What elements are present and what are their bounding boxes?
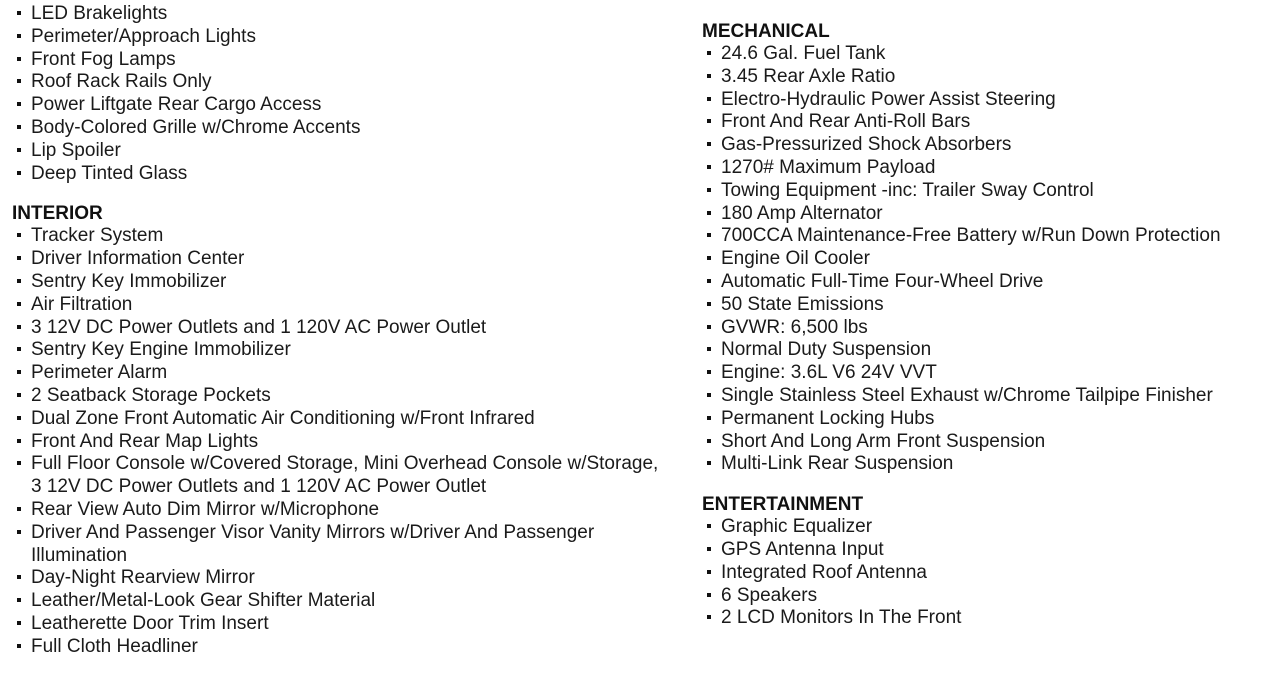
list-item-text: Front And Rear Anti-Roll Bars: [721, 111, 971, 133]
list-item-text: Dual Zone Front Automatic Air Conditioning w/Front Infrared: [31, 407, 535, 429]
list-item: [12, 362, 672, 385]
list-item: [702, 516, 1282, 539]
list-item: [702, 339, 1282, 362]
entertainment-section-title: ENTERTAINMENT: [702, 494, 864, 516]
list-item-text: 3.45 Rear Axle Ratio: [721, 65, 896, 87]
list-item-text: Front And Rear Map Lights: [31, 430, 259, 452]
list-item: [12, 140, 672, 163]
list-item-text: Single Stainless Steel Exhaust w/Chrome Tailpipe Finisher: [721, 384, 1213, 406]
list-item-text: Normal Duty Suspension: [721, 339, 932, 361]
bullet-icon: [707, 165, 711, 169]
list-item: [702, 453, 1282, 476]
list-item-text: Permanent Locking Hubs: [721, 407, 935, 429]
list-item: [702, 539, 1282, 562]
interior-section-title: INTERIOR: [12, 203, 103, 225]
list-item: [12, 385, 672, 408]
list-item: [12, 294, 672, 317]
list-item-text: Electro-Hydraulic Power Assist Steering: [721, 88, 1056, 110]
bullet-icon: [17, 393, 21, 397]
bullet-icon: [707, 302, 711, 306]
bullet-icon: [707, 256, 711, 260]
bullet-icon: [707, 524, 711, 528]
bullet-icon: [17, 125, 21, 129]
list-item-text: Day-Night Rearview Mirror: [31, 567, 255, 589]
left-column: [12, 3, 672, 659]
bullet-icon: [707, 97, 711, 101]
list-item: [12, 49, 672, 72]
list-item-text: 180 Amp Alternator: [721, 202, 883, 224]
list-item-text: LED Brakelights: [31, 3, 168, 24]
list-item-text: Front Fog Lamps: [31, 48, 176, 70]
bullet-icon: [17, 11, 21, 15]
bullet-icon: [707, 279, 711, 283]
list-item: [702, 271, 1282, 294]
bullet-icon: [17, 598, 21, 602]
list-item-text: Perimeter/Approach Lights: [31, 25, 256, 47]
list-item: [702, 408, 1282, 431]
section-spacer: [702, 476, 1282, 494]
bullet-icon: [707, 142, 711, 146]
bullet-icon: [707, 51, 711, 55]
list-item: [702, 385, 1282, 408]
bullet-icon: [17, 575, 21, 579]
list-item: [12, 26, 672, 49]
list-item: [702, 66, 1282, 89]
bullet-icon: [17, 325, 21, 329]
list-item-text: Towing Equipment -inc: Trailer Sway Control: [721, 179, 1094, 201]
list-item-text: Engine: 3.6L V6 24V VVT: [721, 362, 937, 384]
section-spacer: [12, 185, 672, 203]
list-item-text: Tracker System: [31, 225, 164, 247]
bullet-icon: [17, 621, 21, 625]
bullet-icon: [707, 119, 711, 123]
bullet-icon: [707, 570, 711, 574]
bullet-icon: [707, 325, 711, 329]
list-item-text: 24.6 Gal. Fuel Tank: [721, 43, 886, 64]
list-item-text: Multi-Link Rear Suspension: [721, 453, 954, 475]
bullet-icon: [17, 102, 21, 106]
list-item: [12, 317, 672, 340]
list-item-text: Body-Colored Grille w/Chrome Accents: [31, 116, 361, 138]
list-item: [12, 117, 672, 140]
list-item-text: Lip Spoiler: [31, 139, 121, 161]
list-item: [12, 248, 672, 271]
bullet-icon: [17, 34, 21, 38]
list-item: [12, 613, 672, 636]
interior-list: [12, 225, 672, 658]
bullet-icon: [17, 279, 21, 283]
list-item: [702, 431, 1282, 454]
list-item-text: 6 Speakers: [721, 584, 818, 606]
bullet-icon: [707, 347, 711, 351]
bullet-icon: [17, 148, 21, 152]
list-item: [12, 567, 672, 590]
list-item: [702, 43, 1282, 66]
list-item-text: Leather/Metal-Look Gear Shifter Material: [31, 590, 376, 612]
bullet-icon: [707, 211, 711, 215]
bullet-icon: [707, 370, 711, 374]
list-item: [12, 163, 672, 186]
list-item: [702, 89, 1282, 112]
list-item-text: Rear View Auto Dim Mirror w/Microphone: [31, 498, 380, 520]
list-item: [702, 180, 1282, 203]
list-item: [12, 71, 672, 94]
bullet-icon: [17, 302, 21, 306]
bullet-icon: [17, 507, 21, 511]
list-item: [12, 590, 672, 613]
bullet-icon: [17, 171, 21, 175]
bullet-icon: [707, 461, 711, 465]
bullet-icon: [707, 393, 711, 397]
list-item: [702, 157, 1282, 180]
list-item-text: Engine Oil Cooler: [721, 248, 870, 270]
list-item: [12, 225, 672, 248]
list-item: [702, 294, 1282, 317]
bullet-icon: [707, 615, 711, 619]
list-item: [702, 362, 1282, 385]
list-item-text: Gas-Pressurized Shock Absorbers: [721, 134, 1012, 156]
list-item-text: 700CCA Maintenance-Free Battery w/Run Down Protection: [721, 225, 1221, 247]
list-item: [702, 585, 1282, 608]
bullet-icon: [707, 74, 711, 78]
bullet-icon: [17, 416, 21, 420]
list-item: [12, 408, 672, 431]
right-column: [702, 3, 1282, 630]
list-item: [12, 453, 672, 499]
list-item-text: 50 State Emissions: [721, 293, 884, 315]
list-item: [12, 339, 672, 362]
bullet-icon: [707, 188, 711, 192]
list-item: [702, 607, 1282, 630]
exterior-list: [12, 3, 672, 185]
list-item-text: GPS Antenna Input: [721, 538, 884, 560]
bullet-icon: [17, 530, 21, 534]
list-item: [702, 562, 1282, 585]
bullet-icon: [17, 370, 21, 374]
list-item: [702, 248, 1282, 271]
entertainment-list: [702, 516, 1282, 630]
bullet-icon: [17, 644, 21, 648]
list-item-text: Air Filtration: [31, 293, 133, 315]
list-item-text: GVWR: 6,500 lbs: [721, 316, 868, 338]
list-item: [12, 499, 672, 522]
list-item: [12, 94, 672, 117]
bullet-icon: [17, 57, 21, 61]
list-item-text: Deep Tinted Glass: [31, 162, 188, 184]
list-item-text: Perimeter Alarm: [31, 362, 168, 384]
list-item: [12, 636, 672, 659]
list-item-text: Driver And Passenger Visor Vanity Mirrors w/Driver And Passenger Illumination: [31, 521, 595, 566]
list-item: [12, 3, 672, 26]
list-item-text: Leatherette Door Trim Insert: [31, 612, 269, 634]
list-item-text: 3 12V DC Power Outlets and 1 120V AC Power Outlet: [31, 316, 487, 338]
bullet-icon: [707, 593, 711, 597]
bullet-icon: [17, 461, 21, 465]
list-item-text: Full Cloth Headliner: [31, 635, 198, 657]
list-item-text: 1270# Maximum Payload: [721, 156, 936, 178]
bullet-icon: [17, 439, 21, 443]
list-item-text: Sentry Key Engine Immobilizer: [31, 339, 291, 361]
list-item: [702, 317, 1282, 340]
list-item-text: Graphic Equalizer: [721, 516, 873, 538]
mechanical-section-title: MECHANICAL: [702, 21, 830, 42]
bullet-icon: [707, 547, 711, 551]
list-item: [12, 271, 672, 294]
list-item-text: Sentry Key Immobilizer: [31, 270, 227, 292]
list-item: [702, 203, 1282, 226]
bullet-icon: [17, 233, 21, 237]
section-spacer: [702, 3, 1282, 21]
bullet-icon: [17, 79, 21, 83]
bullet-icon: [17, 256, 21, 260]
list-item-text: 2 Seatback Storage Pockets: [31, 384, 271, 406]
mechanical-list: [702, 43, 1282, 476]
list-item-text: Roof Rack Rails Only: [31, 71, 212, 93]
bullet-icon: [17, 347, 21, 351]
list-item-text: Short And Long Arm Front Suspension: [721, 430, 1046, 452]
list-item: [12, 431, 672, 454]
list-item-text: Full Floor Console w/Covered Storage, Mini Overhead Console w/Storage, 3 12V DC Power Outlets and 1 120V AC Power Outlet: [31, 453, 659, 498]
bullet-icon: [707, 233, 711, 237]
list-item-text: Automatic Full-Time Four-Wheel Drive: [721, 270, 1044, 292]
list-item-text: Power Liftgate Rear Cargo Access: [31, 94, 322, 116]
list-item-text: 2 LCD Monitors In The Front: [721, 607, 962, 629]
list-item-text: Integrated Roof Antenna: [721, 561, 927, 583]
bullet-icon: [707, 439, 711, 443]
list-item: [12, 522, 672, 568]
list-item: [702, 111, 1282, 134]
bullet-icon: [707, 416, 711, 420]
list-item-text: Driver Information Center: [31, 248, 245, 270]
list-item: [702, 225, 1282, 248]
list-item: [702, 134, 1282, 157]
